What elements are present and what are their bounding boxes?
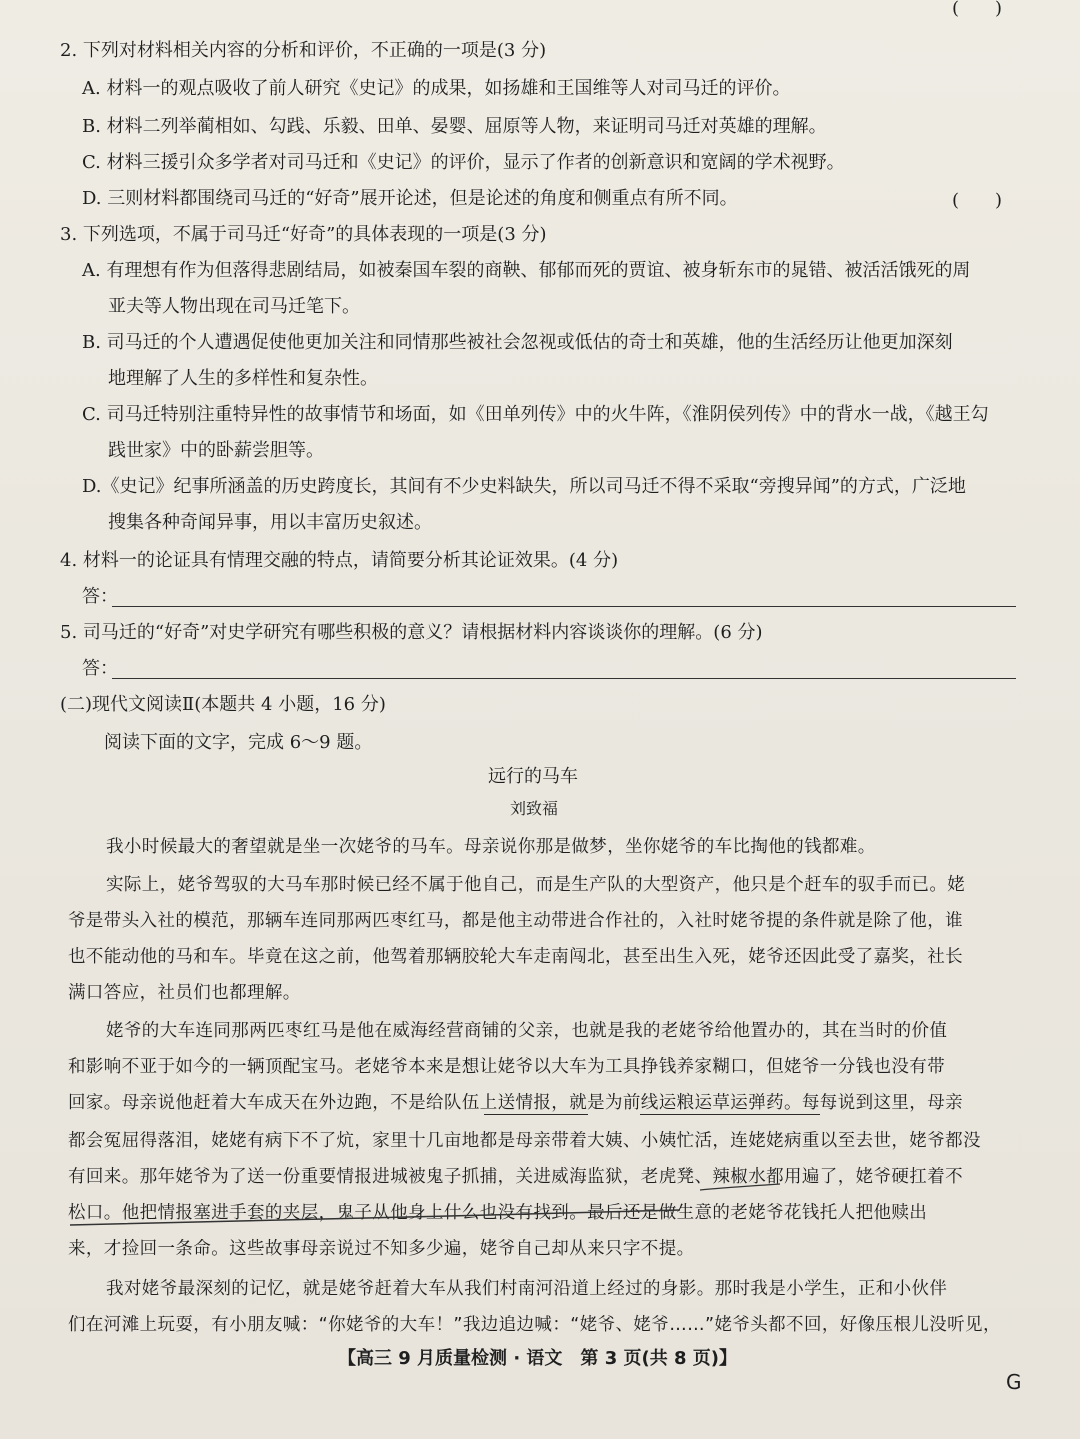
article-title: 远行的马车 [488,766,578,787]
article-line: 姥爷的大车连同那两匹枣红马是他在威海经营商铺的父亲，也就是我的老姥爷给他置办的，其在当时的价值 [106,1021,948,1041]
question-5-answer-line[interactable] [112,678,1016,679]
question-3-option-d-line2: 搜集各种奇闻异事，用以丰富历史叙述。 [108,512,432,533]
question-3-option-b-line2: 地理解了人生的多样性和复杂性。 [108,368,378,389]
handwritten-bracket-mark [60,1150,1020,1250]
handwritten-underline [640,1114,820,1115]
question-3-option-b-line1: B. 司马迁的个人遭遇促使他更加关注和同情那些被社会忽视或低估的奇士和英雄，他的生活经历让他更加深刻 [82,332,953,353]
article-line: 都会冤屈得落泪，姥姥有病下不了炕，家里十几亩地都是母亲带着大姨、小姨忙活，连姥姥病重以至去世，姥爷都没 [68,1131,981,1151]
article-line: 也不能动他的马和车。毕竟在这之前，他驾着那辆胶轮大车走南闯北，甚至出生入死，姥爷还因此受了嘉奖，社长 [68,947,963,967]
question-3-option-a-line1: A. 有理想有作为但落得悲剧结局，如被秦国车裂的商鞅、郁郁而死的贾谊、被身斩东市的晁错、被活活饿死的周 [82,260,971,281]
article-line: 我对姥爷最深刻的记忆，就是姥爷赶着大车从我们村南河沿道上经过的身影。那时我是小学生，正和小伙伴 [106,1279,948,1299]
question-4-stem: 4. 材料一的论证具有情理交融的特点，请简要分析其论证效果。(4 分) [60,550,619,571]
section-instruction: 阅读下面的文字，完成 6～9 题。 [104,732,373,753]
handwritten-underline [484,1114,588,1115]
page-corner-letter: G [1006,1370,1022,1394]
article-line: 实际上，姥爷驾驭的大马车那时候已经不属于他自己，而是生产队的大型资产，他只是个赶车的驭手而已。姥 [106,875,966,895]
question-2-option-c: C. 材料三援引众多学者对司马迁和《史记》的评价，显示了作者的创新意识和宽阔的学术视野。 [82,152,845,173]
answer-paren-q3: ( ) [952,190,1003,211]
question-4-answer-label: 答： [82,586,118,607]
article-line: 回家。母亲说他赶着大车成天在外边跑，不是给队伍上送情报，就是为前线运粮运草运弹药。每每说到这里，母亲 [68,1093,963,1113]
question-2-option-b: B. 材料二列举蔺相如、勾践、乐毅、田单、晏婴、屈原等人物，来证明司马迁对英雄的理解。 [82,116,827,137]
article-author: 刘致福 [510,799,559,818]
section-heading: (二)现代文阅读Ⅱ(本题共 4 小题，16 分) [60,694,386,715]
question-3-option-a-line2: 亚夫等人物出现在司马迁笔下。 [108,296,360,317]
page-footer: 【高三 9 月质量检测 · 语文 第 3 页(共 8 页)】 [338,1348,737,1369]
question-4-answer-line[interactable] [112,606,1016,607]
article-line: 来，才捡回一条命。这些故事母亲说过不知多少遍，姥爷自己却从来只字不提。 [68,1239,695,1259]
article-line: 爷是带头入社的模范，那辆车连同那两匹枣红马，都是他主动带进合作社的，入社时姥爷提的条件就是除了他，谁 [68,911,963,931]
article-line: 有回来。那年姥爷为了送一份重要情报进城被鬼子抓捕，关进威海监狱，老虎凳、辣椒水都用遍了，姥爷硬扛着不 [68,1167,963,1187]
question-2-option-d: D. 三则材料都围绕司马迁的“好奇”展开论述，但是论述的角度和侧重点有所不同。 [82,188,738,209]
question-3-stem: 3. 下列选项，不属于司马迁“好奇”的具体表现的一项是(3 分) [60,224,547,245]
article-line: 们在河滩上玩耍，有小朋友喊：“你姥爷的大车！”我边追边喊：“姥爷、姥爷……”姥爷头都不回，好像压根儿没听见， [68,1315,1001,1335]
question-2-option-a: A. 材料一的观点吸收了前人研究《史记》的成果，如扬雄和王国维等人对司马迁的评价。 [82,78,791,99]
article-line: 我小时候最大的奢望就是坐一次姥爷的马车。母亲说你那是做梦，坐你姥爷的车比掏他的钱都难。 [106,837,876,857]
article-line: 满口答应，社员们也都理解。 [68,983,301,1003]
article-line: 松口。他把情报塞进手套的夹层，鬼子从他身上什么也没有找到。最后还是做生意的老姥爷花钱托人把他赎出 [68,1203,928,1223]
question-5-answer-label: 答： [82,658,118,679]
answer-paren-top: ( ) [952,0,1003,19]
question-3-option-c-line1: C. 司马迁特别注重特异性的故事情节和场面，如《田单列传》中的火牛阵，《淮阴侯列传》中的背水一战，《越王勾 [82,404,989,425]
question-2-stem: 2. 下列对材料相关内容的分析和评价，不正确的一项是(3 分) [60,40,547,61]
question-3-option-c-line2: 践世家》中的卧薪尝胆等。 [108,440,324,461]
question-5-stem: 5. 司马迁的“好奇”对史学研究有哪些积极的意义？请根据材料内容谈谈你的理解。(6 分) [60,622,763,643]
article-line: 和影响不亚于如今的一辆顶配宝马。老姥爷本来是想让姥爷以大车为工具挣钱养家糊口，但姥爷一分钱也没有带 [68,1057,946,1077]
question-3-option-d-line1: D.《史记》纪事所涵盖的历史跨度长，其间有不少史料缺失，所以司马迁不得不采取“旁搜异闻”的方式，广泛地 [82,476,966,497]
